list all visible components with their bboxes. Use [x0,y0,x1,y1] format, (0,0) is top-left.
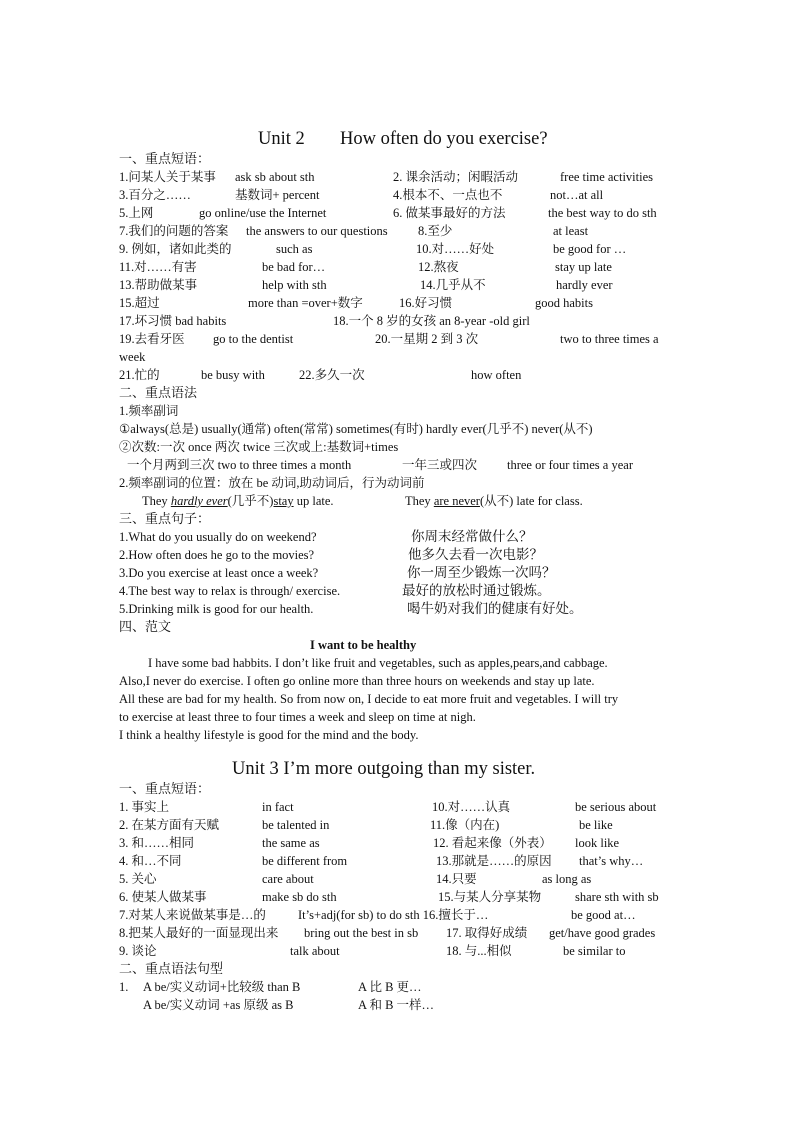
unit2-section-grammar: 二、重点语法 [119,385,198,400]
essay-line: Also,I never do exercise. I often go online more than three hours on weekends and stay up late. [119,674,595,688]
sentence-zh: 喝牛奶对我们的健康有好处。 [407,601,583,616]
phrase-en: that’s why… [579,854,644,868]
phrase-cn: 5.上网 [119,206,154,220]
phrase-en: the best way to do sth [548,206,657,220]
phrase-en: at least [553,224,589,238]
sentence-zh: 他多久去看一次电影？ [408,547,543,562]
grammar-line: 2.频率副词的位置：放在 be 动词,助动词后，行为动词前 [119,476,425,490]
grammar-line: ①always(总是) usually(通常) often(常常) sometimes(有时) hardly ever(几乎不) never(从不) [119,422,593,436]
example-underlined: are never [433,494,480,508]
unit2-title-right: How often do you exercise? [340,129,548,149]
phrase-cn: 11.像（内在) [430,818,500,832]
phrase-cn: 18.一个 8 岁的女孩 an 8-year -old girl [333,314,530,328]
essay-line: All these are bad for my health. So from now on, I decide to eat more fruit and vegetables. I will try [119,692,619,706]
phrase-en: as long as [542,872,592,886]
phrase-en: help with sth [262,278,327,292]
example-text: They [142,494,171,508]
phrase-en: stay up late [555,260,612,274]
phrase-cn: 2. 在某方面有天赋 [119,818,220,832]
phrase-en: 基数词+ percent [235,188,320,202]
phrase-cn: 3. 和……相同 [119,836,195,850]
phrase-cn: 6. 使某人做某事 [119,890,207,904]
phrase-en: go to the dentist [213,332,294,346]
unit3-title: Unit 3 I’m more outgoing than my sister. [232,759,536,779]
phrase-cn: 9. 谈论 [119,944,157,958]
phrase-cn: 17.坏习惯 bad habits [119,314,227,328]
phrase-cn: 15.超过 [119,296,160,310]
phrase-cn: 17. 取得好成绩 [446,926,528,940]
phrase-en: be talented in [262,818,330,832]
phrase-cn: 16.好习惯 [399,296,453,310]
example-underlined: hardly ever [170,494,228,508]
phrase-en: be good for … [553,242,627,256]
sentence-en: 2.How often does he go to the movies? [119,548,315,562]
phrase-en: make sb do sth [262,890,337,904]
phrase-cn: 21.忙的 [119,368,160,382]
example-sentence [405,493,583,509]
phrase-en: good habits [535,296,593,310]
phrase-cn: 19.去看牙医 [119,332,185,346]
grammar-line: 1.频率副词 [119,404,179,418]
essay-title: I want to be healthy [310,638,417,652]
grammar-meaning: A 和 B 一样… [358,998,435,1012]
sentence-en: 3.Do you exercise at least once a week? [119,566,319,580]
phrase-en: two to three times a [560,332,659,346]
phrase-cn: 7.对某人来说做某事是…的 [119,908,266,922]
grammar-line: three or four times a year [507,458,633,472]
sentence-en: 1.What do you usually do on weekend? [119,530,317,544]
phrase-cn: 8.至少 [418,224,453,238]
grammar-meaning: A 比 B 更… [358,980,422,994]
phrase-cn: 13.帮助做某事 [119,278,198,292]
phrase-en: be serious about [575,800,657,814]
phrase-cn: 13.那就是……的原因 [436,854,552,868]
phrase-en: share sth with sb [575,890,659,904]
grammar-pattern: A be/实义动词+比较级 than B [143,980,301,994]
phrase-en: look like [575,836,620,850]
phrase-en: how often [471,368,522,382]
phrase-en: be bad for… [262,260,326,274]
phrase-en: more than =over+数字 [248,296,363,310]
phrase-cn: 5. 关心 [119,872,157,886]
example-text: They [405,494,434,508]
phrase-cn: 8.把某人最好的一面显现出来 [119,926,279,940]
phrase-cn: 9. 例如，诸如此类的 [119,242,232,256]
phrase-en: ask sb about sth [235,170,315,184]
phrase-en: in fact [262,800,294,814]
unit3-section-grammar: 二、重点语法句型 [119,961,224,976]
essay-line: to exercise at least three to four times a week and sleep on time at nigh. [119,710,476,724]
sentence-en: 5.Drinking milk is good for our health. [119,602,314,616]
phrase-en: hardly ever [556,278,613,292]
phrase-cn: 22.多久一次 [299,368,365,382]
unit2-section-phrases: 一、重点短语： [119,151,211,166]
phrase-en: be different from [262,854,348,868]
example-text: (从不) late for class. [479,494,583,508]
phrase-en: bring out the best in sb [304,926,419,940]
phrase-en: care about [262,872,314,886]
phrase-cn: 4. 和…不同 [119,854,182,868]
phrase-cn: 3.百分之…… [119,188,191,202]
phrase-en: be similar to [563,944,626,958]
sentence-zh: 你周末经常做什么？ [411,529,533,544]
phrase-en: not…at all [550,188,604,202]
phrase-en: be good at… [571,908,636,922]
phrase-cn: 20.一星期 2 到 3 次 [375,332,479,346]
grammar-line: 一个月两到三次 two to three times a month [127,458,352,472]
grammar-number: 1. [119,980,129,994]
phrase-cn: 2. 课余活动；闲暇活动 [393,170,519,184]
unit2-title-left: Unit 2 [258,129,305,149]
phrase-en: such as [276,242,313,256]
phrase-cn: 15.与某人分享某物 [438,890,542,904]
sentence-zh: 最好的放松时通过锻炼。 [402,583,551,598]
phrase-en: be like [579,818,613,832]
phrase-cn: 1.问某人关于某事 [119,170,216,184]
phrase-cn: 6. 做某事最好的方法 [393,206,506,220]
phrase-en: the same as [262,836,320,850]
phrase-cn: 1. 事实上 [119,800,170,814]
phrase-cn: 7.我们的问题的答案 [119,224,229,238]
phrase-cn: 4.根本不、一点也不 [393,188,503,202]
phrase-en: the answers to our questions [246,224,388,238]
example-underlined: stay [273,494,294,508]
phrase-en: It’s+adj(for sb) to do sth 16.擅长于… [298,908,489,922]
sentence-en: 4.The best way to relax is through/ exercise. [119,584,341,598]
phrase-en: be busy with [201,368,265,382]
grammar-line: 一年三或四次 [402,458,478,472]
phrase-en: go online/use the Internet [199,206,327,220]
phrase-continuation: week [119,350,146,364]
unit3-section-phrases: 一、重点短语： [119,781,211,796]
example-sentence [142,493,334,509]
unit2-section-essay: 四、范文 [119,619,172,634]
phrase-cn: 10.对……认真 [432,800,511,814]
sentence-zh: 你一周至少锻炼一次吗？ [407,565,556,580]
phrase-cn: 18. 与...相似 [446,944,512,958]
phrase-cn: 14.几乎从不 [420,278,486,292]
phrase-cn: 10.对……好处 [416,242,495,256]
grammar-line: ②次数:一次 once 两次 twice 三次或上:基数词+times [119,440,399,454]
example-text: (几乎不) [227,494,274,508]
essay-line: I have some bad habbits. I don’t like fruit and vegetables, such as apples,pears,and cabbage. [148,656,608,670]
phrase-en: talk about [290,944,340,958]
phrase-cn: 12. 看起来像（外表） [433,836,552,850]
phrase-cn: 12.熬夜 [418,260,459,274]
grammar-pattern: A be/实义动词 +as 原级 as B [143,998,294,1012]
phrase-en: get/have good grades [549,926,656,940]
phrase-cn: 11.对……有害 [119,260,197,274]
phrase-en: free time activities [560,170,654,184]
example-text: up late. [293,494,334,508]
phrase-cn: 14.只要 [436,872,477,886]
unit2-section-sentences: 三、重点句子： [119,511,211,526]
essay-line: I think a healthy lifestyle is good for the mind and the body. [119,728,419,742]
